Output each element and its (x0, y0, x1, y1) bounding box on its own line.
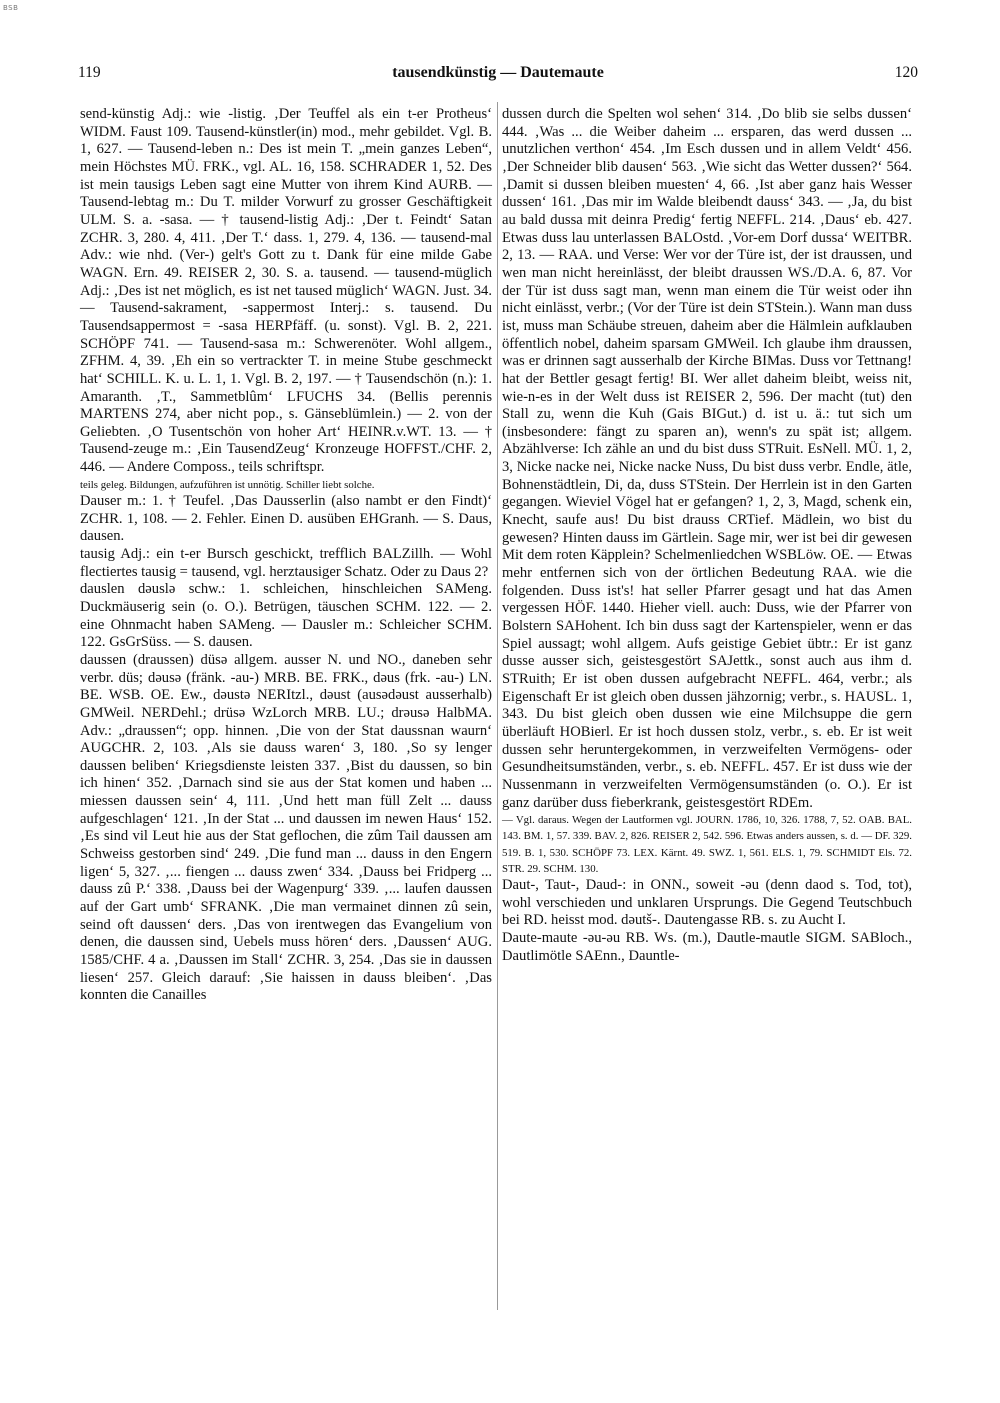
entry-daut: Daut-, Taut-, Daud-: in ONN., soweit -əu (denn daod s. Tod, tot), wohl verschieden und unklaren Ursprungs. Die Gegend Teutschbuch bei RD. heisst mod. dəutš-. Dautengasse RB. s. zu Aucht I. (502, 877, 912, 929)
page-number-right: 120 (894, 64, 918, 81)
entry-daussen: daussen (draussen) düsə allgem. ausser N. und NO., daneben sehr verbr. düs; dəusə (fränk. -au-) MRB. BE. FRK., dəus (frk. -au-) LN. BE. WSB. OE. Ew., dəustə NERItzl., dəust (ausədəust ausserhalb) GMWeil. NERDehl.; drüsə WzLorch MRB. LU.; drəusə HalbMA. Adv.: „draussen“; opp. hinnen. ‚Die von der Stat daussnan waurn‘ AUGCHR. 2, 103. ‚Als sie dauss waren‘ 3, 180. ‚So sy lenger daussen beliben‘ Kriegsdienste leisten 337. ‚Bist du daussen, so bin ich hinen‘ 352. ‚Darnach sind sie aus der Stat komen und haben ... miessen daussen sein‘ 4, 111. ‚Und hett man füll Zelt ... dauss aufgeschlagen‘ 121. ‚In der Stat ... und daussen im newen Haus‘ 152. ‚Es sind vil Leut hie aus der Stat geflochen, die zûm Tail daussen am Schweiss gestorben sind‘ 249. ‚Die fund man ... dauss in den Engern ligen‘ 5, 327. ‚... fiengen ... dauss zwen‘ 334. ‚Dauss bei Fridperg ... dauss zû P.‘ 338. ‚Dauss bei der Wagenpurg‘ 339. ‚... laufen daussen auf der Gart umb‘ SFRANK. ‚Die man vermainet dinnen zû sein, seind oft daussen‘ ders. ‚Das von irentwegen das Evangelium von denen, die daussen sind, Uebels muss hören‘ ders. ‚Daussen‘ AUG. 1585/CHF. 4 a. ‚Daussen im Stall‘ ZCHR. 3, 254. ‚Das sie in daussen liesen‘ 257. Gleich darauf: ‚Sie haissen in dauss bleiben‘. ‚Das konnten die Canailles (80, 651, 492, 1004)
right-column (502, 106, 912, 965)
entry-paragraph: send-künstig Adj.: wie -listig. ‚Der Teuffel als ein t-er Protheus‘ WIDM. Faust 109. Tausend-künstler(in) mod., mehr gebildet. Vgl. B. 1, 627. — Tausend-leben n.: Des ist mein T. „mein ganzes Leben“, mein Höchstes MÜ. FRK., vgl. AL. 16, 158. SCHRADER 1, 52. Des ist mein tausigs Leben sagt eine Mutter von ihrem Kind AURB. — Tausend-lebtag m.: Du T. milder Vorwurf zu grosser Geschäftigkeit ULM. S. a. -sasa. — † tausend-listig Adj.: ‚Der t. Feindt‘ Satan ZCHR. 3, 280. 4, 411. ‚Der T.‘ dass. 1, 279. 4, 136. — tausend-mal Adv.: wie nhd. (Ver-) gelt's Gott zu t. Dank für eine milde Gabe WAGN. Ern. 49. REISER 2, 30. S. a. tausend. — tausend-müglich Adj.: ‚Des ist net möglich, es ist net taused müglich‘ WAGN. Just. 34. — Tausend-sakrament, -sappermost Interj.: s. tausend. Du Tausendsappermost = -sasa HERPfäff. (u. sonst). Vgl. B. 2, 221. SCHÖPF 741. — Tausend-sasa m.: Schwerenöter. Wohl allgem., ZFHM. 4, 39. ‚Eh ein so vertrackter T. in meine Stube geschmeckt hat‘ SCHILL. K. u. L. 1, 1. Vgl. B. 2, 197. — † Tausendschön (n.): 1. Amaranth. ‚T., Sammetblûm‘ LFUCHS 34. (Bellis perennis MARTENS 274, aber nicht pop., s. Gänseblümlein.) — 2. von der Geliebten. ‚O Tusentschön von hoher Art‘ HEINR.v.WT. 13. — † Tausend-zeuge m.: ‚Ein TausendZeug‘ Kronzeuge HOFFST./CHF. 2, 446. — Andere Composs., teils schriftspr. (80, 106, 492, 476)
entry-note: — Vgl. daraus. Wegen der Lautformen vgl. JOURN. 1786, 10, 326. 1788, 7, 52. OAB. BAL. 143. BM. 1, 57. 339. BAV. 2, 826. REISER 2, 542. 596. Etwas anders aussen, s. d. — DF. 329. 519. B. 1, 530. SCHÖPF 73. LEX. Kärnt. 49. SWZ. 1, 561. ELS. 1, 79. SCHMIDT Els. 72. STR. 29. SCHM. 130. (502, 814, 912, 875)
column-divider (497, 102, 498, 1310)
running-title: tausendkünstig — Dautemaute (392, 64, 604, 81)
entry-tausig: tausig Adj.: ein t-er Bursch geschickt, trefflich BALZillh. — Wohl flectiertes tausig = tausend, vgl. herztausiger Schatz. Oder zu Daus 2? (80, 545, 492, 580)
library-stamp: BSB (3, 4, 19, 12)
entry-note: teils geleg. Bildungen, aufzuführen ist unnötig. Schiller liebt solche. (80, 478, 375, 491)
entry-dauslen: dauslen dəuslə schw.: 1. schleichen, hinschleichen SAMeng. Duckmäuserig sein (o. O.). Betrügen, täuschen SCHM. 122. — 2. eine Ohnmacht haben SAMeng. — Dausler m.: Schleicher SCHM. 122. GsGrSüss. — S. dausen. (80, 581, 492, 651)
page-number-left: 119 (78, 64, 101, 81)
entry-paragraph-continued: dussen durch die Spelten wol sehen‘ 314. ‚Do blib sie selbs dussen‘ 444. ‚Was ... die Weiber daheim ... ersparen, das werd dussen ... unutzlichen verthon‘ 454. ‚Im Esch dussen und in allem Veldt‘ 456. ‚Der Schneider blib dausen‘ 563. ‚Wie sicht das Wetter dussen?‘ 564. ‚Damit si dussen bleiben muesten‘ 4, 66. ‚Ist aber ganz hais Wesser dussen‘ 161. ‚Das mir im Walde bleibendt dauss‘ 343. — ‚Ja, du bist au bald dussa mit deinra Predig‘ fertig NEFFL. 214. ‚Daus‘ eb. 427. Etwas duss lau unterlassen BALOstd. ‚Vor-em Dorf dussa‘ WEITBR. 2, 13. — RAA. und Verse: Wer vor der Türe ist, der ist draussen, und wen man nicht hereinlässt, der bleibt draussen WS./D.A. 6, 87. Vor der Tür ist duss sagt man, wenn man einem die Tür weist oder ihn nicht einlässt, verbr.; (Vor der Türe ist dein STStein.). Wann man duss ist, muss man Schäube streuen, daheim aber die Hälmlein aufklauben öffentlich nobel, daheim sparsam GMWeil. Ich glaube ihm draussen, was er drinnen sagt ausserhalb der Kirche BIMas. Duss vor Tettnang! hat der Bettler gesagt fertig! BI. Wer allet daheim bleibt, weiss nit, wie-n-es in der Welt duss ist REISER 2, 596. Der macht (tut) den Stall zu, wenn die Kuh (Gais BIGut.) d. ist u. ä.: tut sich um (insbesondere: fängt zu sparen an), wenn's zu spät ist; allgem. Abzählverse: Ich zähle an und du bist duss STRuit. EsNell. MÜ. 1, 2, 3, Nicke nacke nei, Nicke nacke Nuss, Du bist duss verbr. Endle, ätle, Bohnenstädtlein, Di, da, duss STStein. Der Herrlein ist in den Garten gegangen. Wieviel Vögel hat er gefangen? 1, 2, 3, Magd, schenk ein, Knecht, saufe aus! Du bist drauss CRTief. Mädlein, wo bist du gewesen? Hinten dauss im Gärtlein. Sage mir, wer ist bei dir gewesen Mit dem roten Käpplein? Schelmenliedchen WSBLöw. OE. — Etwas mehr entfernen sich von der örtlichen Bedeutung RAA. wie die folgenden. Duss ist's! hat seller Pfarrer gesagt und hat das Amen vergessen HÖF. 1440. Hieher viell. auch: Duss, wie der Pfarrer von Bolstern SAHohent. Ich bin duss sagt der Kartenspieler, wenn er das Spiel aussagt; wohl allgem. Aufs geistige Gebiet übtr.: Er ist ganz dusse ausser sich, geistesgestört SAJettk., sonst auch aus ihm d. STRuith; Er ist oben dussen aufgebracht NEFFL. 464, verbr.; als Eigenschaft Er ist gleich oben dussen jähzornig; verbr., s. HAUSL. 1, 343. Du bist gleich oben dussen wie eine Milchsuppe die gern überläuft HOBierl. Er ist hoch dussen stolz, verbr., s. eb. Er ist weit dussen sehr heruntergekommen, in verzweifelten Vermögens- oder Gesundheitsumständen, verbr., s. eb. NEFFL. 457. Er ist duss wie der Nussenmann in verzweifelten Vermögensumständen (o. O.). Er ist ganz darüber duss fieberkrank, geistesgestört RDEm. (502, 106, 912, 811)
entry-dauser: Dauser m.: 1. † Teufel. ‚Das Dausserlin (also nambt er den Findt)‘ ZCHR. 1, 108. — 2. Fehler. Einen D. ausüben EHGranh. — S. Daus, dausen. (80, 492, 492, 545)
left-column (80, 106, 492, 1005)
page-header (78, 64, 918, 88)
entry-dautemaute: Daute-maute -əu-əu RB. Ws. (m.), Dautle-mautle SIGM. SABloch., Dautlimötle SAEnn., Dauntle- (502, 930, 912, 964)
